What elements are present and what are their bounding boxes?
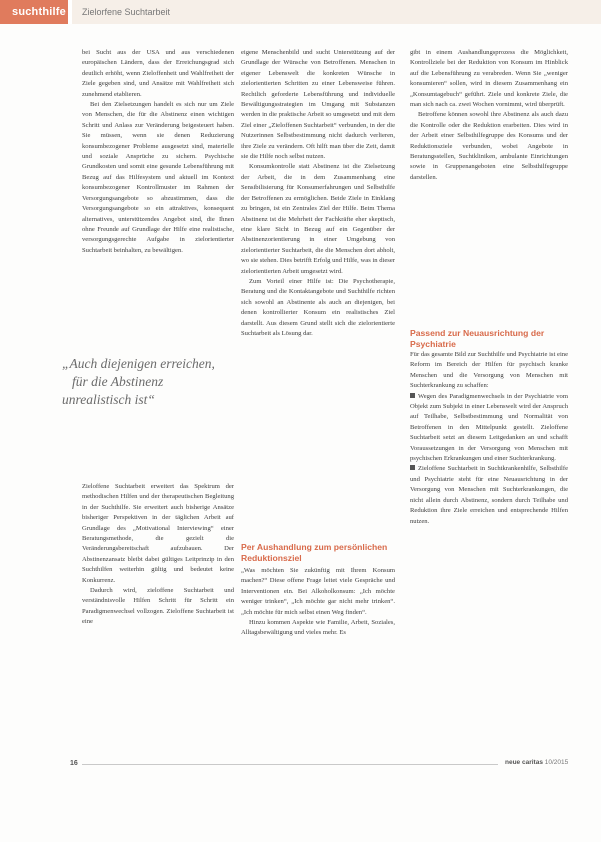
issue-number: 10/2015 <box>544 759 569 766</box>
subheading-reduction <box>241 536 391 568</box>
paragraph: „Was möchten Sie zukünftig mit Ihrem Konsum machen?“ Diese offene Frage leitet viele Gespräche und Interventionen ein. Bei Alkoholkonsum: „Ich möchte weniger trinken“, „Ich möchte gar nicht mehr trinken“. „Ich möchte für mich selbst einen Weg finden“. <box>241 567 395 616</box>
paragraph: Betroffene können sowohl ihre Abstinenz als auch dazu die Kontrolle oder die Reduktion erarbeiten. Dies wird in der Arbeit einer Selbsthilfegruppe des Konsums und der Reduktionsziele verbunden, wobei Angebote in Beratungsstellen, Suchtkliniken, ambulante Einrichtungen sowie in Gruppenangeboten eine Selbsthilfegruppe darstellen. <box>410 111 568 181</box>
paragraph: Bei den Zielsetzungen handelt es sich nur um Ziele von Menschen, die für die Abstinenz einen wichtigen Schritt und Anlass zur Veränderung beigesteuert haben. Sie müssen, wenn sie denen Reduzierung konsumbezogener Probleme ausgesetzt sind, materielle und soziale Ansprüche zu sichern. Psychische Grundkosten und somit eine gesunde Lebensführung mit Bezug auf das Hilfesystem und aktuell im Kontext konsumbezogener Kontrollmuster im Rahmen der Versorgungsangebote so abzustimmen, dass die Versorgungsangebote so ein attraktives, konsequent alternatives, unterstützendes Angebot sind, die Ihnen ohne Freunde auf Grundlage der Hilfe eine realistische, versorgungsgerechte Aufgabe in zielorientierter Suchtarbeit beinhalten, zu bewältigen. <box>82 101 234 254</box>
paragraph: eigene Menschenbild und sucht Unterstützung auf der Grundlage der Wünsche von Betroffenen. Menschen in eigener Lebenswelt die konkreten Wünsche in zielorientierten Schritten zu einer Lebensweise führen. Rechtlich geforderte Lebensführung und individuelle Bewältigungsstrategien im Umgang mit Substanzen werden in die praktische Arbeit so umgesetzt und mit dem Ziel einer „Zieloffenen Suchtarbeit“ verbunden, in der die Nutzerinnen Selbstbestimmung nicht dadurch verlieren, ihre Ziele zu verändern. Oft hilft man über die Zeit, damit sie die Hilfe noch selbst nutzen. <box>241 49 395 161</box>
paragraph: Hinzu kommen Aspekte wie Familie, Arbeit, Soziales, Alltagsbewältigung und vieles mehr. Es <box>241 619 395 637</box>
column-2 <box>241 48 395 339</box>
paragraph: Für das gesamte Bild zur Suchthilfe und Psychiatrie ist eine Reform im Bereich der Hilfen für psychisch kranke Menschen und die Versorgung von Menschen mit Suchterkrankung zu schaffen: <box>410 351 568 390</box>
column-3-after-subhead <box>410 350 568 527</box>
column-3 <box>410 48 568 183</box>
bullet-paragraph <box>410 392 568 465</box>
section-tag: suchthilfe <box>0 0 68 24</box>
section-title: Zielorfene Suchtarbeit <box>82 7 171 17</box>
bullet-paragraph <box>410 464 568 526</box>
paragraph: Zum Vorteil einer Hilfe ist: Die Psychotherapie, Beratung und die Kontaktangebote und Suchthilfe richten sich sowohl an Abstinente als auch an diejenigen, bei denen kontrollierter Konsum ein realistisches Ziel darstellt. Aus diesem Grund stellt sich die zielorientierte Suchtarbeit als Lösung dar. <box>241 277 395 337</box>
footer-divider <box>82 764 498 765</box>
paragraph: Zieloffene Suchtarbeit erweitert das Spektrum der methodischen Hilfen und der therapeutischen Begleitung in der Suchthilfe. Sie erweitert auch bisherige Ansätze bisheriger Perspektiven in der täglichen Arbeit auf Grundlage des „Motivational Interviewing“ einer Beratungsmethode, die gezielt die Veränderungsbereitschaft aufzubauen. Der Abstinenzansatz bleibt dabei gültiges Leitprinzip in den Suchthilfen weiterhin gültig und bedeutet keine Konkurrenz. <box>82 483 234 584</box>
column-1 <box>82 48 234 256</box>
column-1-continued <box>82 482 234 628</box>
subheading-text: Passend zur Neuausrichtung der Psychiatrie <box>410 328 545 349</box>
paragraph: gibt in einem Aushandlungsprozess die Möglichkeit, Kontrollziele bei der Reduktion von Konsum im Hinblick auf die Lebensführung zu verabreden. Wenn Sie „weniger konsumieren“ sollen, wird in diesem Zusammenhang ein „Konsumtagebuch“ geführt. Ziele und konkrete Ziele, die man sich nach ca. zwei Wochen vornimmt, wird überprüft. <box>410 49 568 109</box>
pull-quote-line: unrealistisch ist“ <box>62 392 155 407</box>
paragraph: bei Sucht aus der USA und aus verschiedenen europäischen Ländern, dass der Erreichungsgrad sich deutlich erhöht, wenn Zieloffenheit und Wahlfreiheit der Ziele gegeben sind, und Ansätze mit Wahlfreiheit sich zunehmend etablieren. <box>82 49 234 98</box>
bullet-square-icon <box>410 465 415 470</box>
bullet-square-icon <box>410 393 415 398</box>
magazine-name: neue caritas <box>505 759 543 766</box>
page-header <box>0 0 601 24</box>
magazine-credit <box>505 759 568 766</box>
bullet-text: Wegen des Paradigmenwechsels in der Psychiatrie vom Objekt zum Subjekt in einer Lebenswelt wird der Anspruch auf Teilhabe, Selbstbestimmung und Normalität von Betroffenen in den Mittelpunkt gestellt. Zieloffene Suchtarbeit setzt an diesem Leitgedanken an und schafft Voraussetzungen in der Versorgung von Menschen mit psychischen Erkrankungen und einer Suchterkrankung. <box>410 392 568 463</box>
column-2-after-subhead <box>241 566 395 639</box>
paragraph: Konsumkontrolle statt Abstinenz ist die Zielsetzung der Arbeit, die in dem Zusammenhang eine Sensibilisierung für Konsumerfahrungen und Selbsthilfe der Betroffenen zu ermöglichen. Beide Ziele in Einklang zu bringen, ist ein Zentrales Ziel der Hilfe. Beim Thema Abstinenz ist die Mehrheit der Fachkräfte eher skeptisch, eine klare Sicht in Bezug auf ein Gegenüber der Abstinenzorientierung in einer Umgebung von zielorientierter Suchtarbeit, die die Menschen dort abholt, wo sie stehen. Dies betrifft Erfolg und Hilfe, was in dieser zielorientierten Arbeit umgesetzt wird. <box>241 163 395 275</box>
bullet-text: Zieloffene Suchtarbeit in Suchtkrankenhilfe, Selbsthilfe und Psychiatrie steht für eine Neuausrichtung in der Versorgung von Menschen mit Suchterkrankungen, die nicht allein durch Abstinenz, sondern durch Teilhabe und Reduktion ihre Ziele erreichen und entsprechende Hilfen nutzen. <box>410 465 568 525</box>
page-number: 16 <box>70 760 78 767</box>
pull-quote-line: „Auch diejenigen erreichen, <box>62 356 215 371</box>
paragraph: Dadurch wird, zieloffene Suchtarbeit und verständnisvolle Hilfen Schritt für Schritt ein Paradigmenwechsel vollzogen. Zieloffene Suchtarbeit ist eine <box>82 587 234 626</box>
subheading-text: Per Aushandlung zum persönlichen Reduktionsziel <box>241 542 388 563</box>
pull-quote <box>62 355 237 409</box>
pull-quote-line: für die Abstinenz <box>72 374 164 389</box>
